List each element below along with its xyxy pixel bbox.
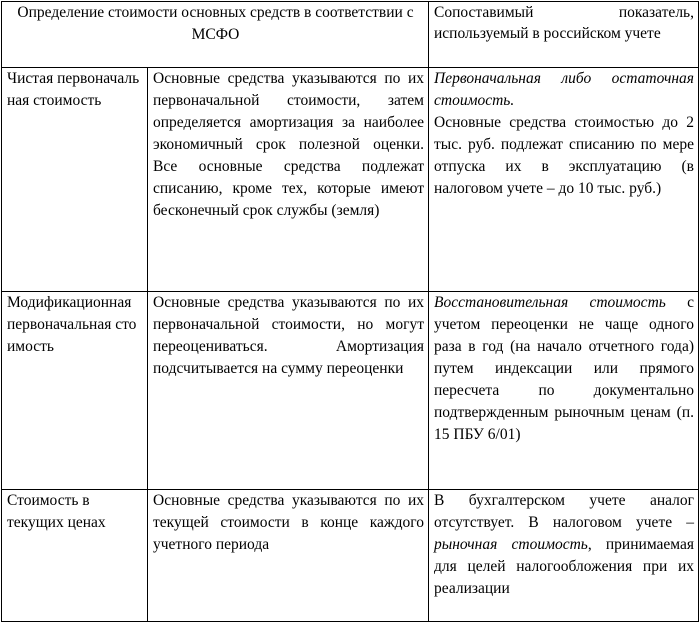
russian-description (429, 292, 699, 490)
row-label-text: Стоимость в текущих ценах (7, 492, 106, 531)
table-row (2, 292, 699, 490)
row-label-text: Чистая первоначальная стоимость (7, 70, 140, 109)
ifrs-description (148, 68, 429, 292)
ifrs-description-text: Основные средства указываются по их первоначальной стоимости, но могут переоцениваться. Амортизация подсчитывается на сумму переоценки (153, 294, 424, 377)
ifrs-comparison-table (1, 1, 699, 622)
russian-description (429, 68, 699, 292)
header-row (2, 2, 699, 68)
ifrs-description-text: Основные средства указываются по их текущей стоимости в конце каждого учетного периода (153, 492, 424, 553)
russian-italic-text: рыночная стоимость (434, 536, 588, 553)
russian-description (429, 490, 699, 622)
russian-italic-text: Первоначальная либо остаточная стоимость. (434, 70, 694, 109)
ifrs-description-text: Основные средства указываются по их первоначальной стоимости, затем определяется амортизация за наиболее экономичный срок полезной оценки. Все основные средства подлежат списанию, кроме тех, которые имеют бесконечный срок службы (земля) (153, 70, 424, 219)
russian-text-before: В бухгалтерском учете аналог отсутствует. В налоговом учете – (434, 492, 694, 531)
russian-italic-text: Восстановительная стоимость (434, 294, 666, 311)
russian-text-after: , принимаемая для целей налогообложения при их реализации (434, 536, 694, 597)
ifrs-description (148, 490, 429, 622)
table-row (2, 490, 699, 622)
row-label (2, 68, 148, 292)
row-label (2, 490, 148, 622)
russian-description-text: Основные средства стоимостью до 2 тыс. руб. подлежат списанию по мере отпуска их в эксплуатацию (в налоговом учете – до 10 тыс. руб.) (434, 114, 694, 197)
header-russian-text: Сопоставимый показатель, используемый в российском учете (434, 4, 694, 42)
row-label-text: Модификационная первоначальная стоимость (7, 294, 137, 355)
ifrs-description (148, 292, 429, 490)
table-row (2, 68, 699, 292)
row-label (2, 292, 148, 490)
header-ifrs-text: Определение стоимости основных средств в соответствии с МСФО (17, 4, 414, 43)
russian-description-text: с учетом переоценки не чаще одного раза в год (на начало отчетного года) путем индексации или прямого пересчета по документально подтвержденным рыночным ценам (п. 15 ПБУ 6/01) (434, 294, 694, 443)
header-russian (429, 2, 699, 68)
header-ifrs (2, 2, 429, 68)
